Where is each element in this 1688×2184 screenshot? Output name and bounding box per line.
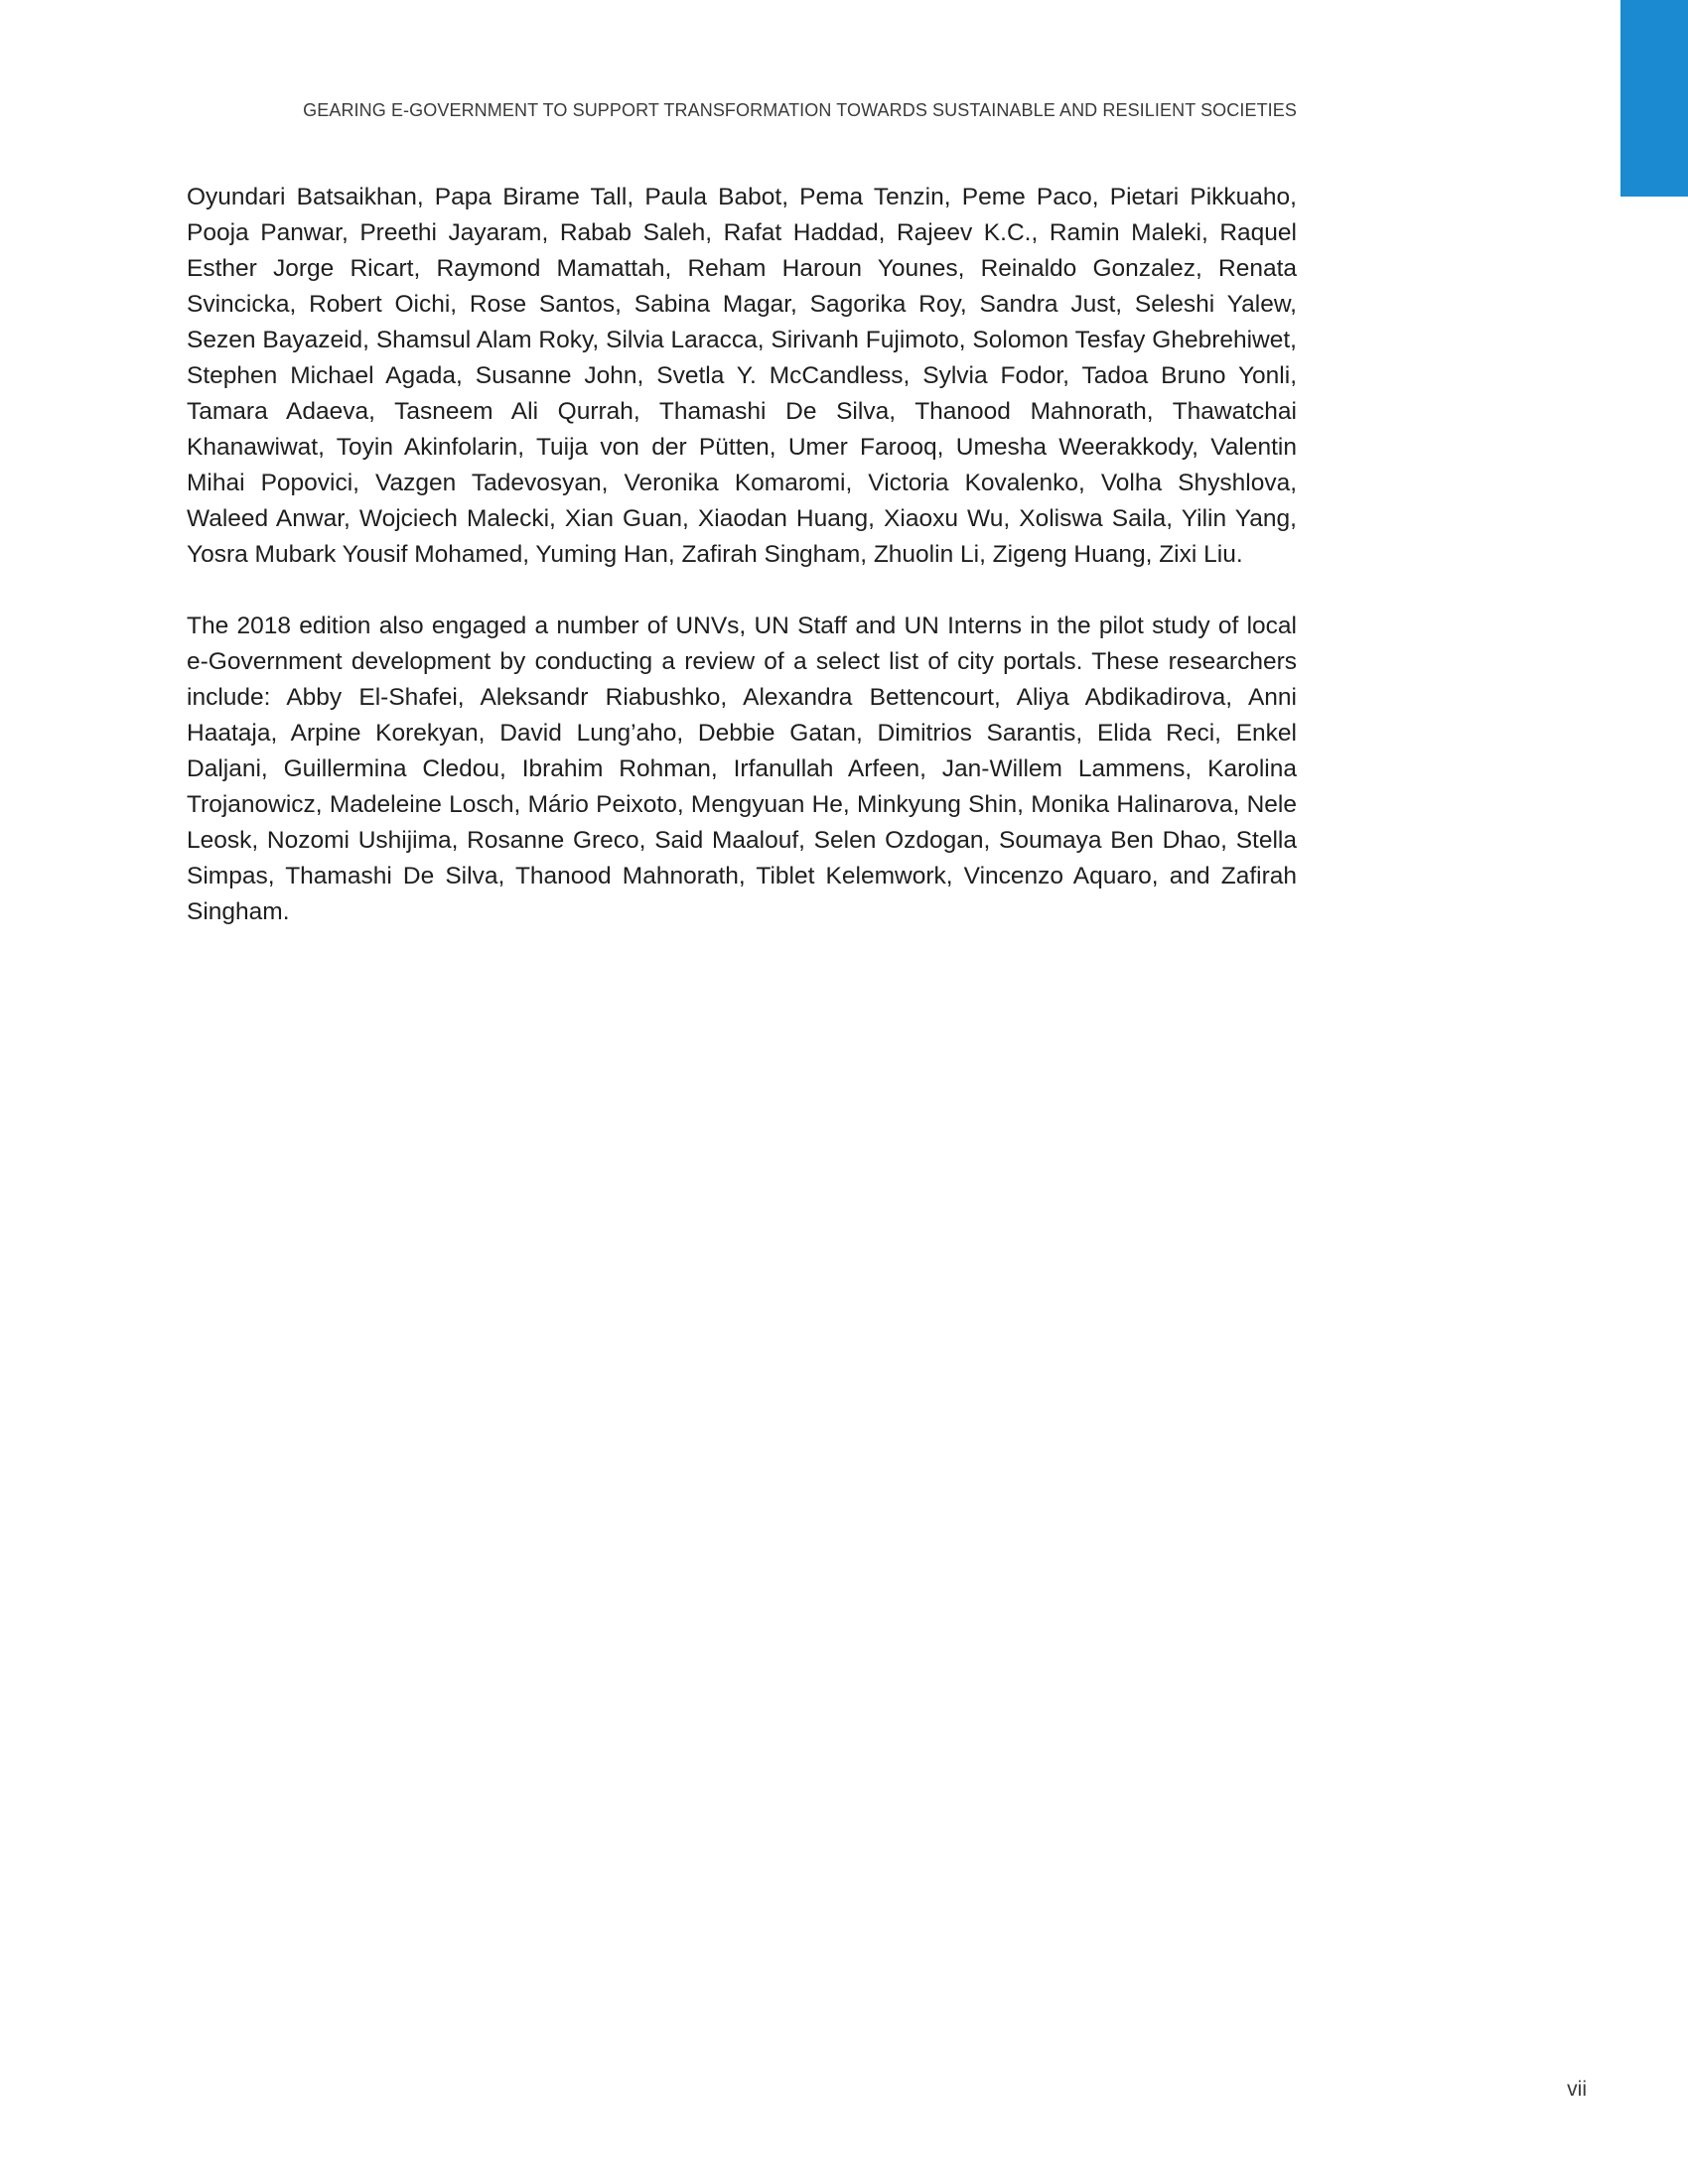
page-number: vii xyxy=(1567,2078,1587,2101)
section-edge-tab xyxy=(1620,0,1688,197)
body-content xyxy=(187,180,1297,966)
paragraph-city-portal-researchers: The 2018 edition also engaged a number of UNVs, UN Staff and UN Interns in the pilot study of local e-Government development by conducting a review of a select list of city portals. These researchers include: Abby El-Shafei, Aleksandr Riabushko, Alexandra Bettencourt, Aliya Abdikadirova, Anni Haataja, Arpine Korekyan, David Lung’aho, Debbie Gatan, Dimitrios Sarantis, Elida Reci, Enkel Daljani, Guillermina Cledou, Ibrahim Rohman, Irfanullah Arfeen, Jan-Willem Lammens, Karolina Trojanowicz, Madeleine Losch, Mário Peixoto, Mengyuan He, Minkyung Shin, Monika Halinarova, Nele Leosk, Nozomi Ushijima, Rosanne Greco, Said Maalouf, Selen Ozdogan, Soumaya Ben Dhao, Stella Simpas, Thamashi De Silva, Thanood Mahnorath, Tiblet Kelemwork, Vincenzo Aquaro, and Zafirah Singham. xyxy=(187,613,1297,925)
running-header: GEARING E-GOVERNMENT TO SUPPORT TRANSFORMATION TOWARDS SUSTAINABLE AND RESILIENT SOCIETIES xyxy=(303,100,1297,120)
paragraph-contributors-list: Oyundari Batsaikhan, Papa Birame Tall, Paula Babot, Pema Tenzin, Peme Paco, Pietari Pikkuaho, Pooja Panwar, Preethi Jayaram, Rabab Saleh, Rafat Haddad, Rajeev K.C., Ramin Maleki, Raquel Esther Jorge Ricart, Raymond Mamattah, Reham Haroun Younes, Reinaldo Gonzalez, Renata Svincicka, Robert Oichi, Rose Santos, Sabina Magar, Sagorika Roy, Sandra Just, Seleshi Yalew, Sezen Bayazeid, Shamsul Alam Roky, Silvia Laracca, Sirivanh Fujimoto, Solomon Tesfay Ghebrehiwet, Stephen Michael Agada, Susanne John, Svetla Y. McCandless, Sylvia Fodor, Tadoa Bruno Yonli, Tamara Adaeva, Tasneem Ali Qurrah, Thamashi De Silva, Thanood Mahnorath, Thawatchai Khanawiwat, Toyin Akinfolarin, Tuija von der Pütten, Umer Farooq, Umesha Weerakkody, Valentin Mihai Popovici, Vazgen Tadevosyan, Veronika Komaromi, Victoria Kovalenko, Volha Shyshlova, Waleed Anwar, Wojciech Malecki, Xian Guan, Xiaodan Huang, Xiaoxu Wu, Xoliswa Saila, Yilin Yang, Yosra Mubark Yousif Mohamed, Yuming Han, Zafirah Singham, Zhuolin Li, Zigeng Huang, Zixi Liu. xyxy=(187,184,1297,568)
